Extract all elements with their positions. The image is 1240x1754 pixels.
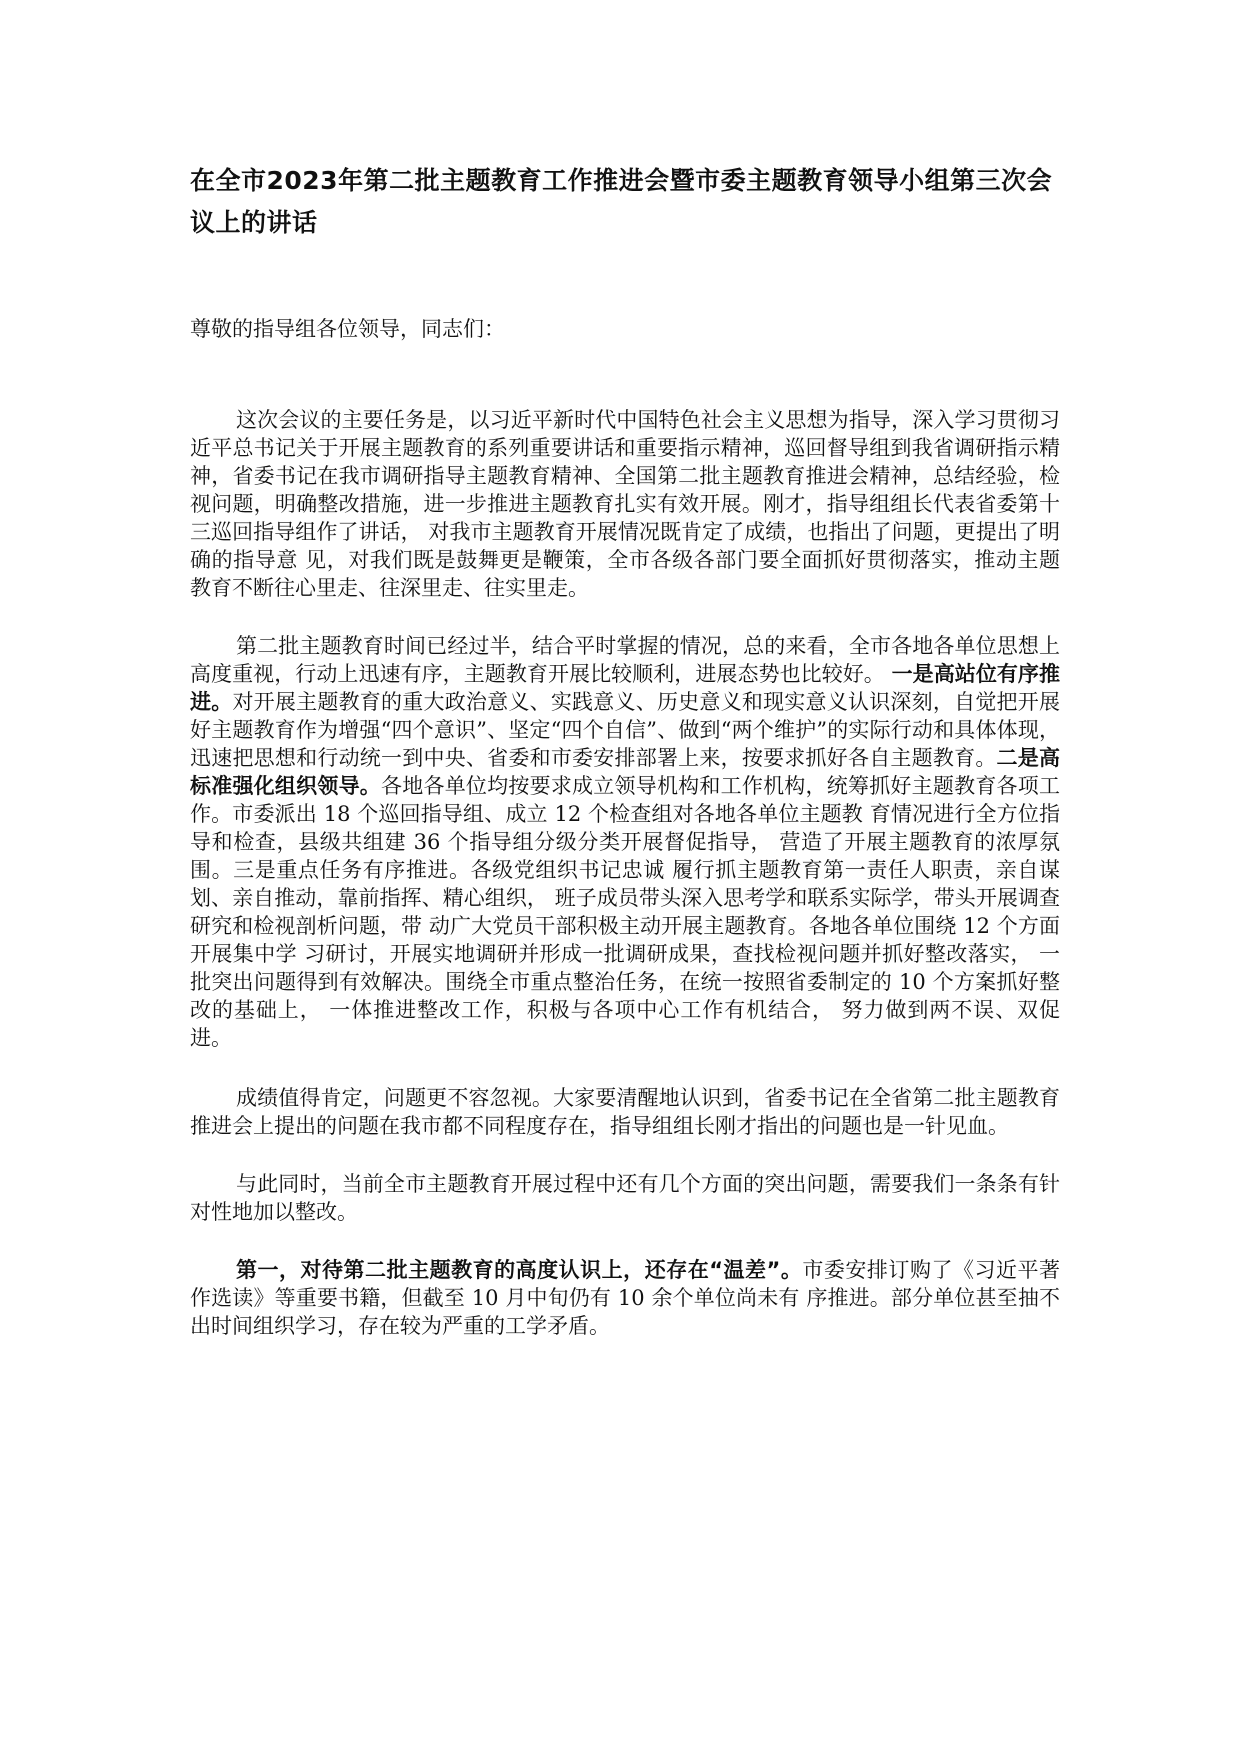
paragraph-achievements — [190, 632, 1060, 1052]
paragraph-text: 各地各单位均按要求成立领导机构和工作机构，统筹抓好主题教育各项工作。市委派出 18 个巡回指导组、成立 12 个检查组对各地各单位主题教 育情况进行全方位指导和检查，县级共组建 36 个指导组分级分类开展督促指导， 营造了开展主题教育的浓厚氛围。三是重点任务有序推进。各级党组织书记忠诚 履行抓主题教育第一责任人职责，亲自谋划、亲自推动，靠前指挥、精心组织， 班子成员带头深入思考学和联系实际学，带头开展调查研究和检视剖析问题，带 动广大党员干部积极主动开展主题教育。各地各单位围绕 12 个方面开展集中学 习研讨，开展实地调研并形成一批调研成果，查找检视问题并抓好整改落实， 一 批突出问题得到有效解决。围绕全市重点整治任务，在统一按照省委制定的 10 个方案抓好整改的基础上， 一体推进整改工作，积极与各项中心工作有机结合， 努力做到两不误、双促进。 — [190, 774, 1061, 1050]
paragraph-text: 对开展主题教育的重大政治意义、实践意义、历史意义和现实意义认识深刻，自觉把开展好主题教育作为增强“四个意识”、坚定“四个自信”、做到“两个维护”的实际行动和具体体现，迅速把思想和行动统一到中央、省委和市委安排部署上来，按要求抓好各自主题教育。 — [190, 690, 1060, 770]
paragraph-intro: 这次会议的主要任务是，以习近平新时代中国特色社会主义思想为指导，深入学习贯彻习近平总书记关于开展主题教育的系列重要讲话和重要指示精神，巡回督导组到我省调研指示精神，省委书记在我市调研指导主题教育精神、全国第二批主题教育推进会精神，总结经验，检视问题，明确整改措施，进一步推进主题教育扎实有效开展。刚才，指导组组长代表省委第十三巡回指导组作了讲话， 对我市主题教育开展情况既肯定了成绩，也指出了问题，更提出了明确的指导意 见，对我们既是鼓舞更是鞭策，全市各级各部门要全面抓好贯彻落实，推动主题 教育不断往心里走、往深里走、往实里走。 — [190, 408, 1060, 600]
document-page — [190, 160, 1060, 1340]
paragraph-first-issue — [190, 1256, 1060, 1340]
paragraph-issues: 与此同时，当前全市主题教育开展过程中还有几个方面的突出问题，需要我们一条条有针对性地加以整改。 — [190, 1172, 1060, 1224]
paragraph-problems-intro: 成绩值得肯定，问题更不容忽视。大家要清醒地认识到，省委书记在全省第二批主题教育推进会上提出的问题在我市都不同程度存在，指导组组长刚才指出的问题也是一针见血。 — [190, 1086, 1060, 1138]
paragraph-text: 第二批主题教育时间已经过半，结合平时掌握的情况，总的来看，全市各地各单位思想上高度重视，行动上迅速有序，主题教育开展比较顺利，进展态势也比较好。 — [190, 634, 1060, 686]
paragraph-text: 市委安排订购了《习近平著作选读》等重要书籍，但截至 10 月中旬仍有 10 余个单位尚未有 序推进。部分单位甚至抽不出时间组织学习，存在较为严重的工学矛盾。 — [190, 1258, 1061, 1338]
salutation: 尊敬的指导组各位领导，同志们： — [190, 317, 505, 341]
emphasis-heading: 一是高站位有序推进。 — [190, 662, 1060, 714]
emphasis-heading: 二是高标准强化组织领导。 — [190, 746, 1060, 798]
emphasis-heading: 第一，对待第二批主题教育的高度认识上，还存在“温差”。 — [236, 1258, 803, 1282]
document-title: 在全市2023年第二批主题教育工作推进会暨市委主题教育领导小组第三次会议上的讲话 — [190, 166, 1053, 237]
